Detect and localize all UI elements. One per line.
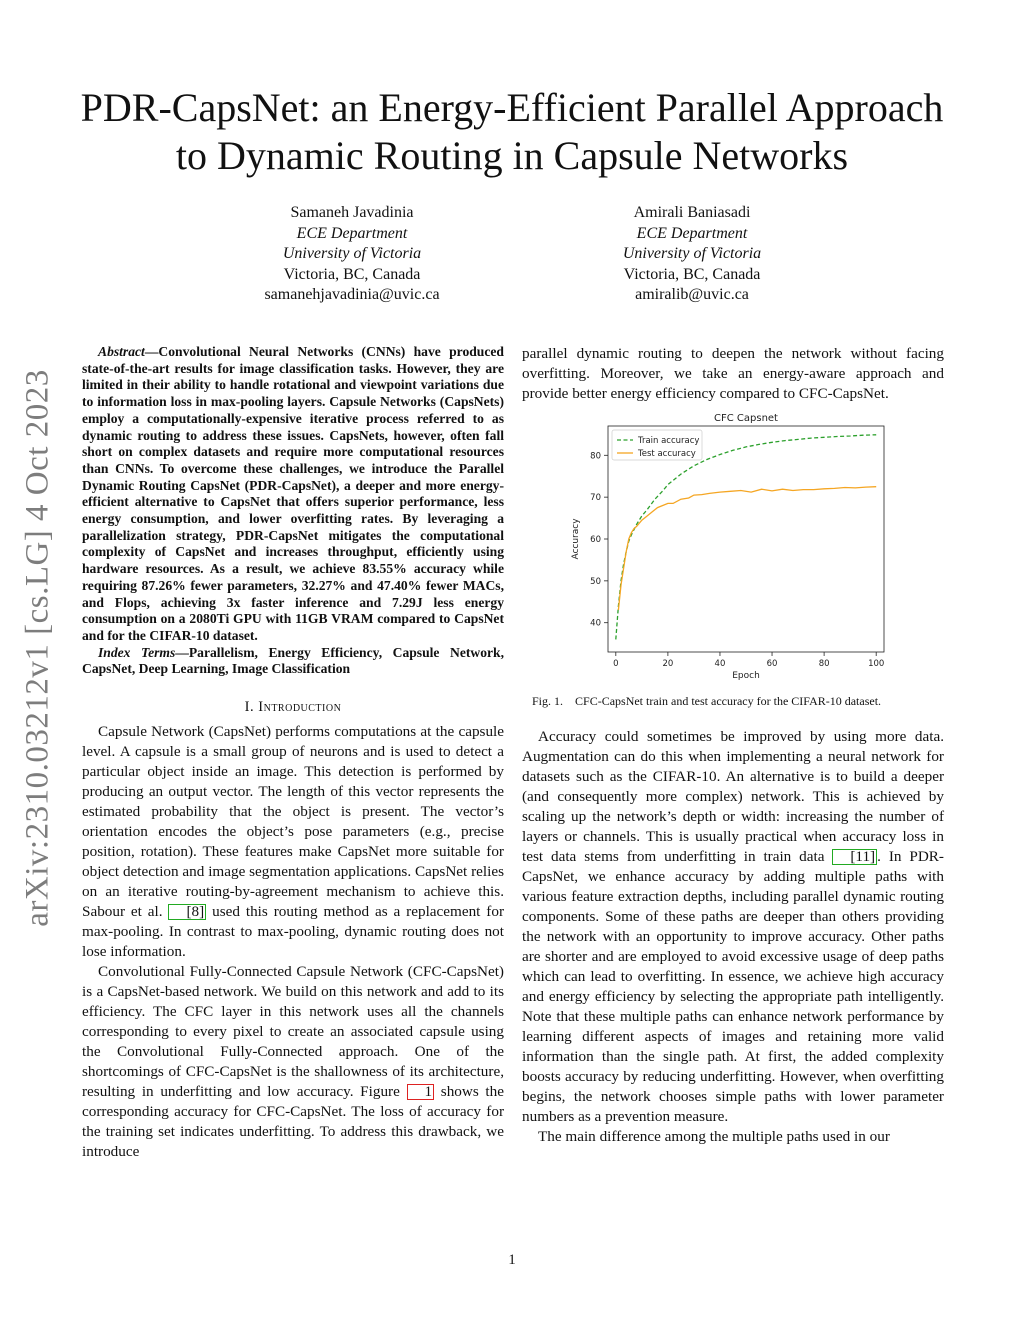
author-university: University of Victoria [282,245,422,262]
intro-paragraph-2 [82,962,504,1162]
y-tick-label: 40 [590,618,601,629]
x-tick-label: 20 [662,659,674,669]
paragraph-text: Convolutional Fully-Connected Capsule Network (CFC-CapsNet) is a CapsNet-based network. We build on this network and add to its efficiency. The CFC layer in this network uses all the channels corresponding to every pixel to create an associated capsule using the Convolutional Fully-Connected approach. One of the shortcomings of CFC-CapsNet is the shallowness of its architecture, resulting in underfitting and low accuracy. Figure [82,963,504,1101]
figure-link[interactable]: 1 [407,1084,435,1100]
author-department: ECE Department [296,224,408,242]
accuracy-chart [552,412,892,680]
citation-link[interactable]: [11] [832,849,877,865]
abstract-text: —Convolutional Neural Networks (CNNs) have produced state-of-the-art results for image classification tasks. However, they are limited in their ability to handle rotational and viewpoint variations due to information loss in max-pooling layers. Capsule Networks (CapsNets) employ a computationally-expensive iterative process referred to as dynamic routing to address these issues. CapsNets, however, often fall short on complex datasets and require more computational resources than CNNs. To overcome these challenges, we introduce the Parallel Dynamic Routing CapsNet (PDR-CapsNet), a deeper and more energy-efficient alternative to CapsNet that offers superior performance, less energy consumption, and lower overfitting rates. By leveraging a parallelization strategy, PDR-CapsNet mitigates the computational complexity of CapsNet and increases throughput, efficiently using hardware resources. As a result, we achieve 83.55% accuracy while requiring 87.26% fewer parameters, 32.27% and 47.40% fewer MACs, and Flops, achieving 3x faster inference and 7.29J less energy consumption on a 2080Ti GPU with 11GB VRAM compared to CapsNet and for the CIFAR-10 dataset. [82,344,504,643]
intro-paragraph-4: The main difference among the multiple paths used in our [538,1128,890,1145]
y-tick-label: 70 [590,493,601,504]
chart-title: CFC Capsnet [714,413,778,424]
index-terms [82,645,504,678]
citation-link[interactable]: [8] [168,904,206,920]
caption-text: CFC-CapsNet train and test accuracy for the CIFAR-10 dataset. [575,694,882,708]
arxiv-stamp [18,365,58,930]
author-email: amiralib@uvic.ca [635,286,749,303]
author-block-2 [532,203,852,306]
paragraph-text: . In PDR-CapsNet, we enhance accuracy by adding multiple paths with various feature extraction depths, including parallel dynamic routing components. Some of these paths are deeper than others providing the network with an opportunity to improve accuracy. Other paths are shorter and are employed to avoid excessive usage of deep paths which can lead to overfitting. In essence, we achieve high accuracy and energy efficiency by selecting the appropriate path intelligently. Note that these multiple paths can enhance network performance by learning different aspects of images and retaining more valid information than the single path. At first, the added complexity boosts accuracy by reducing underfitting. However, when overfitting begins, the network chooses simple paths with lower parameter numbers as a prevention measure. [522,848,944,1125]
title-line-2: to Dynamic Routing in Capsule Networks [175,133,849,178]
series-line-test-accuracy [618,487,876,610]
paragraph-text: shows the corresponding accuracy for CFC-CapsNet. The loss of accuracy for the training set indicates underfitting. To address this drawback, we introduce [82,1083,504,1161]
x-tick-label: 40 [714,659,726,669]
paragraph-text: used this routing method as a replacement for max-pooling. In contrast to max-pooling, dynamic routing does not lose information. [82,903,504,961]
series-line-train-accuracy [616,435,876,640]
index-terms-text: —Parallelism, Energy Efficiency, Capsule Network, CapsNet, Deep Learning, Image Classification [82,644,504,677]
paragraph-text: Capsule Network (CapsNet) performs computations at the capsule level. A capsule is a small group of neurons and is used to detect a particular object inside an image. This detection is performed by producing an output vector. The length of this vector represents the estimated probability that the object is present. The vector’s orientation encodes the object’s pose parameters (e.g., precise position, rotation). These features make CapsNet more suitable for object detection and image segmentation applications. CapsNet relies on an iterative routing-by-agreement mechanism to achieve this. Sabour et al. [82,723,504,921]
x-tick-label: 60 [766,659,778,669]
author-block-1 [192,203,512,306]
x-tick-label: 80 [818,659,830,669]
section-heading [82,699,504,716]
abstract-label: Abstract [98,344,145,359]
intro-paragraph-continued: parallel dynamic routing to deepen the network without facing overfitting. Moreover, we take an energy-aware approach and provide better energy efficiency compared to CFC-CapsNet. [522,345,944,402]
index-terms-label: Index Terms [98,644,176,660]
paper-title [60,84,964,180]
right-column [522,344,944,1147]
figure-caption [532,694,944,709]
author-name: Samaneh Javadinia [290,204,414,221]
author-name: Amirali Baniasadi [633,204,751,221]
author-university: University of Victoria [622,245,762,262]
y-axis-label: Accuracy [571,518,581,560]
author-location: Victoria, BC, Canada [283,265,421,283]
x-tick-label: 100 [868,659,885,669]
legend-label: Train accuracy [638,436,700,446]
x-axis-label: Epoch [732,671,760,680]
intro-paragraph-1 [82,722,504,962]
figure-1 [522,412,944,680]
section-title: Introduction [258,699,342,716]
title-line-1: PDR-CapsNet: an Energy-Efficient Parallel Approach [80,85,944,130]
y-tick-label: 80 [590,451,601,462]
figure-label: Fig. 1. [532,694,564,708]
paragraph-text: Accuracy could sometimes be improved by using more data. Augmentation can do this when implementing a neural network for datasets such as the CIFAR-10. An alternative is to build a deeper (and consequently more complex) network. This is achieved by scaling up the network’s depth or width: increasing the number of layers or channels. This is usually practical when accuracy loss in test data stems from underfitting in train data [522,728,944,865]
y-tick-label: 60 [590,535,601,545]
left-column [82,344,504,1162]
legend-label: Test accuracy [638,449,696,459]
abstract [82,344,504,645]
author-email: samanehjavadinia@uvic.ca [264,286,440,303]
y-tick-label: 50 [590,576,601,587]
author-department: ECE Department [636,224,748,242]
page-number: 1 [508,1252,516,1268]
x-tick-label: 0 [613,659,619,669]
intro-paragraph-3 [522,727,944,1127]
arxiv-identifier: arXiv:2310.03212v1 [cs.LG] 4 Oct 2023 [19,368,56,927]
author-location: Victoria, BC, Canada [623,265,761,283]
section-number: I. [244,699,255,716]
